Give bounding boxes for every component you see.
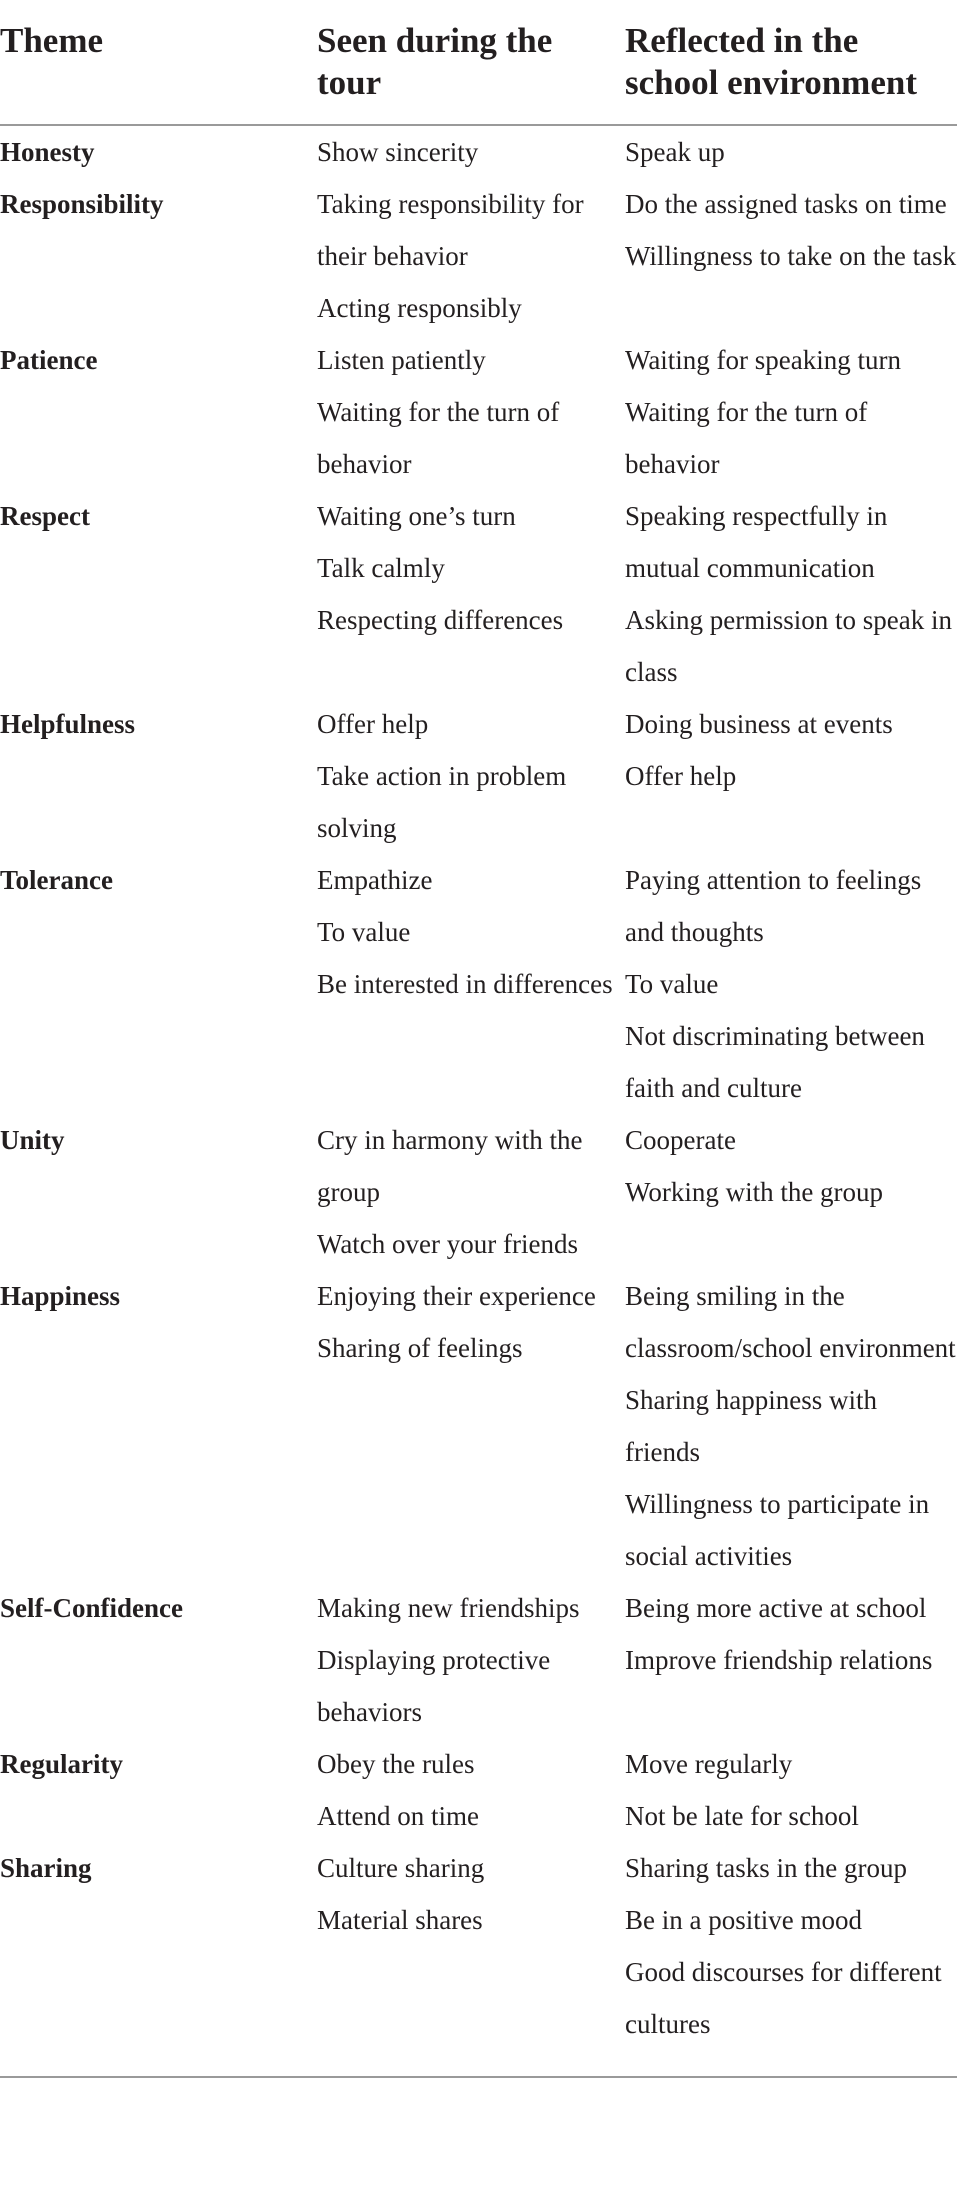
seen-item: Culture sharing: [317, 1853, 485, 1883]
reflected-item: Cooperate: [625, 1125, 736, 1155]
header-reflected-in-school: Reflected in the school environment: [625, 0, 957, 125]
reflected-item: Sharing happiness with friends: [625, 1385, 877, 1467]
reflected-item: Not discriminating between faith and culture: [625, 1021, 925, 1103]
seen-during-tour-cell: [317, 490, 625, 698]
seen-item: Acting responsibly: [317, 293, 522, 323]
table-row: [0, 698, 957, 854]
seen-item: Sharing of feelings: [317, 1333, 523, 1363]
reflected-item: Being smiling in the classroom/school environment: [625, 1281, 956, 1363]
table-body: [0, 125, 957, 2077]
header-theme: Theme: [0, 0, 317, 125]
theme-cell: Patience: [0, 345, 98, 375]
reflected-item: Asking permission to speak in class: [625, 605, 952, 687]
reflected-in-school-cell: [625, 125, 957, 178]
seen-item: Making new friendships: [317, 1593, 580, 1623]
reflected-in-school-cell: [625, 334, 957, 490]
theme-cell: Honesty: [0, 137, 95, 167]
reflected-item: Waiting for speaking turn: [625, 345, 902, 375]
reflected-item: Speaking respectfully in mutual communication: [625, 501, 888, 583]
seen-item: Watch over your friends: [317, 1229, 578, 1259]
reflected-in-school-cell: [625, 1842, 957, 2077]
reflected-item: Working with the group: [625, 1177, 884, 1207]
seen-item: Waiting one’s turn: [317, 501, 516, 531]
reflected-item: Willingness to participate in social activities: [625, 1489, 930, 1571]
seen-during-tour-cell: [317, 334, 625, 490]
table-header: [0, 0, 957, 125]
reflected-item: Paying attention to feelings and thoughts: [625, 865, 922, 947]
seen-item: Empathize: [317, 865, 433, 895]
theme-cell: Sharing: [0, 1842, 317, 2077]
seen-during-tour-cell: [317, 1842, 625, 2077]
seen-item: Respecting differences: [317, 605, 564, 635]
seen-item: Talk calmly: [317, 553, 445, 583]
reflected-item: Move regularly: [625, 1749, 793, 1779]
table-row: [0, 1270, 957, 1582]
table-row: [0, 1738, 957, 1842]
seen-item: Offer help: [317, 709, 429, 739]
reflected-item: Willingness to take on the task: [625, 241, 957, 271]
reflected-item: Be in a positive mood: [625, 1905, 862, 1935]
reflected-in-school-cell: [625, 698, 957, 854]
reflected-item: Doing business at events: [625, 709, 893, 739]
seen-during-tour-cell: [317, 698, 625, 854]
theme-cell: Happiness: [0, 1281, 121, 1311]
header-seen-during-tour: Seen during the tour: [317, 0, 625, 125]
reflected-item: Good discourses for different cultures: [625, 1957, 942, 2039]
theme-cell: Self-Confidence: [0, 1593, 183, 1623]
table-row: [0, 178, 957, 334]
reflected-item: Offer help: [625, 761, 737, 791]
theme-cell: Unity: [0, 1125, 65, 1155]
seen-during-tour-cell: [317, 125, 625, 178]
table-row: [0, 125, 957, 178]
seen-item: Obey the rules: [317, 1749, 475, 1779]
reflected-in-school-cell: [625, 1582, 957, 1738]
theme-cell: Tolerance: [0, 865, 113, 895]
seen-item: Attend on time: [317, 1801, 479, 1831]
reflected-item: Waiting for the turn of behavior: [625, 397, 868, 479]
reflected-in-school-cell: [625, 1114, 957, 1270]
table-row: [0, 1842, 957, 2077]
seen-item: Cry in harmony with the group: [317, 1125, 583, 1207]
header-row: [0, 0, 957, 125]
seen-item: Enjoying their experience: [317, 1281, 596, 1311]
table-row: [0, 334, 957, 490]
theme-cell: Helpfulness: [0, 709, 136, 739]
seen-item: Be interested in differences: [317, 969, 613, 999]
seen-item: Taking responsibility for their behavior: [317, 189, 584, 271]
seen-during-tour-cell: [317, 1738, 625, 1842]
table-row: [0, 1582, 957, 1738]
reflected-item: Being more active at school: [625, 1593, 927, 1623]
theme-cell: Respect: [0, 501, 90, 531]
seen-item: Displaying protective behaviors: [317, 1645, 551, 1727]
seen-item: Show sincerity: [317, 137, 479, 167]
theme-cell: Responsibility: [0, 189, 164, 219]
seen-item: Take action in problem solving: [317, 761, 567, 843]
seen-during-tour-cell: [317, 178, 625, 334]
seen-item: Waiting for the turn of behavior: [317, 397, 560, 479]
table-row: [0, 490, 957, 698]
reflected-in-school-cell: [625, 1738, 957, 1842]
reflected-in-school-cell: [625, 854, 957, 1114]
reflected-item: To value: [625, 969, 719, 999]
table-row: [0, 854, 957, 1114]
seen-during-tour-cell: [317, 1582, 625, 1738]
table-row: [0, 1114, 957, 1270]
reflected-in-school-cell: [625, 1270, 957, 1582]
seen-item: Listen patiently: [317, 345, 486, 375]
seen-item: To value: [317, 917, 411, 947]
seen-during-tour-cell: [317, 854, 625, 1114]
reflected-in-school-cell: [625, 490, 957, 698]
reflected-item: Improve friendship relations: [625, 1645, 933, 1675]
reflected-in-school-cell: [625, 178, 957, 334]
seen-during-tour-cell: [317, 1270, 625, 1582]
reflected-item: Do the assigned tasks on time: [625, 189, 947, 219]
reflected-item: Not be late for school: [625, 1801, 859, 1831]
seen-during-tour-cell: [317, 1114, 625, 1270]
theme-cell: Regularity: [0, 1749, 123, 1779]
reflected-item: Speak up: [625, 137, 725, 167]
reflected-item: Sharing tasks in the group: [625, 1853, 907, 1883]
seen-item: Material shares: [317, 1905, 483, 1935]
